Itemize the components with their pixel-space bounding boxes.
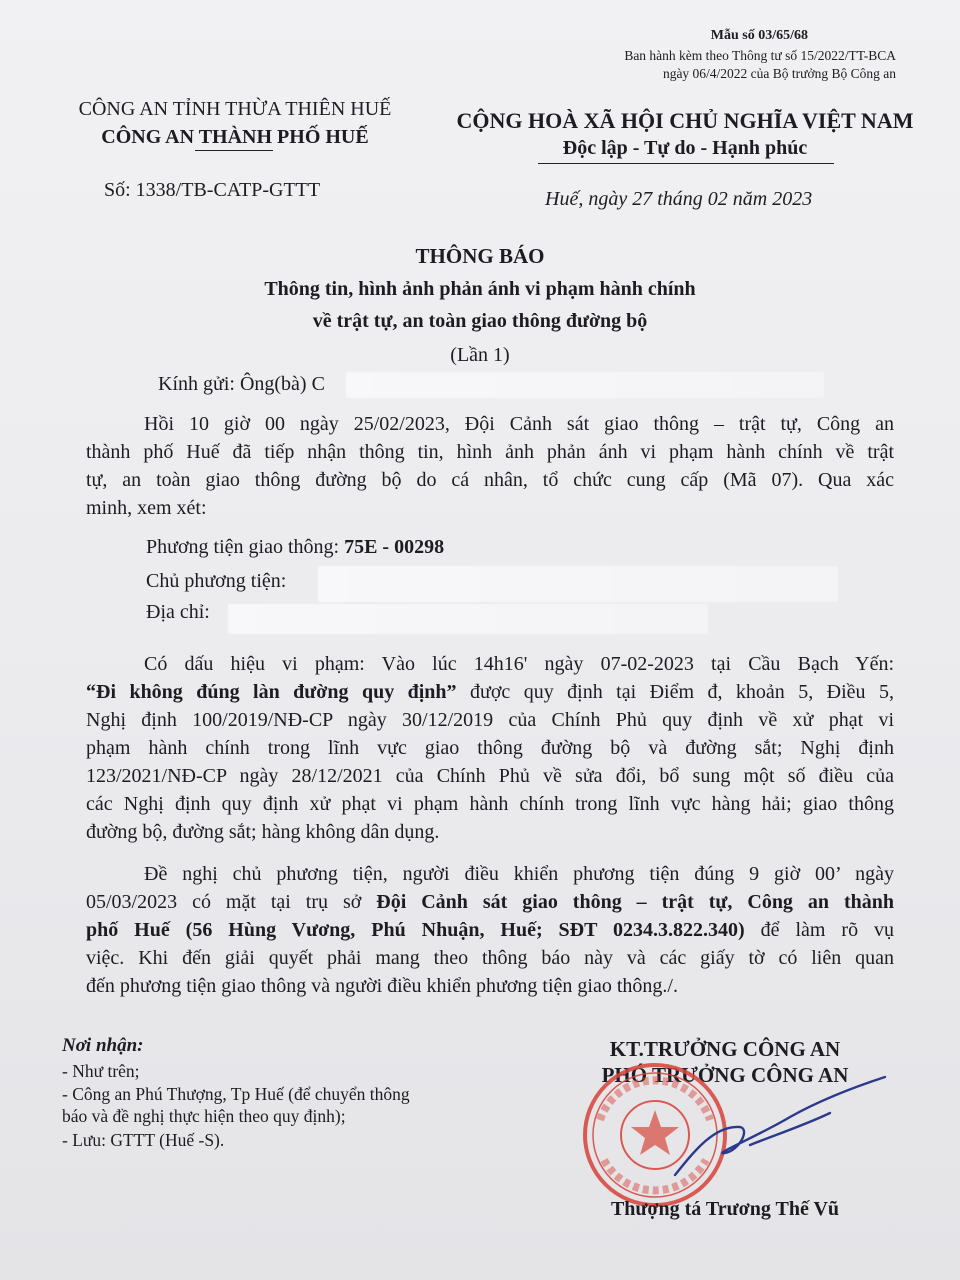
- paragraph-violation: [86, 650, 894, 846]
- vehicle-line: [146, 533, 444, 561]
- form-issued-line-1: Ban hành kèm theo Thông tư số 15/2022/TT-BCA: [624, 48, 896, 63]
- agency-underline: [195, 150, 273, 151]
- owner-label: Chủ phương tiện:: [146, 570, 287, 592]
- notice-count: (Lần 1): [450, 344, 510, 366]
- form-number: Mẫu số 03/65/68: [710, 28, 808, 43]
- vehicle-plate: 75E - 00298: [344, 536, 445, 558]
- signature-title-2: PHÓ TRƯỞNG CÔNG AN: [601, 1063, 849, 1087]
- document-subtitle-2: về trật tự, an toàn giao thông đường bộ: [312, 310, 648, 332]
- redacted-address: [228, 604, 708, 634]
- recipient-line: Kính gửi: Ông(bà) C: [158, 373, 325, 395]
- intro-line: tự, an toàn giao thông đường bộ do cá nhân, tổ chức cung cấp (Mã 07). Qua xác: [86, 469, 894, 491]
- request-line: 05/03/2023 có mặt tại trụ sở Đội Cảnh sát giao thông – trật tự, Công an thành: [86, 891, 894, 913]
- agency-name: CÔNG AN THÀNH PHỐ HUẾ: [101, 126, 369, 148]
- document-number: Số: 1338/TB-CATP-GTTT: [104, 179, 321, 201]
- recipients-item: báo và đề nghị thực hiện theo quy định);: [62, 1106, 346, 1126]
- violation-name: “Đi không đúng làn đường quy định”: [86, 681, 457, 703]
- recipients-title: Nơi nhận:: [62, 1035, 144, 1056]
- signature-title-1: KT.TRƯỞNG CÔNG AN: [609, 1037, 841, 1061]
- handwritten-signature-icon: [600, 1055, 910, 1205]
- agency-parent: CÔNG AN TỈNH THỪA THIÊN HUẾ: [78, 98, 392, 120]
- paragraph-request: [86, 860, 894, 1000]
- request-line: việc. Khi đến giải quyết phải mang theo thông báo này và các giấy tờ có liên quan: [86, 947, 894, 969]
- nation-title: CỘNG HOÀ XÃ HỘI CHỦ NGHĨA VIỆT NAM: [456, 108, 914, 133]
- address-label: Địa chỉ:: [146, 601, 210, 623]
- violation-line: Có dấu hiệu vi phạm: Vào lúc 14h16' ngày 07-02-2023 tại Cầu Bạch Yến:: [144, 653, 894, 675]
- redacted-recipient: [346, 372, 824, 398]
- office-name: Đội Cảnh sát giao thông – trật tự, Công an thành: [376, 891, 894, 913]
- violation-line: 123/2021/NĐ-CP ngày 28/12/2021 của Chính Phủ về sửa đổi, bổ sung một số điều của: [86, 765, 894, 787]
- document-subtitle-1: Thông tin, hình ảnh phản ánh vi phạm hành chính: [264, 278, 696, 300]
- violation-line: đường bộ, đường sắt; hàng không dân dụng.: [86, 821, 440, 843]
- intro-line: Hồi 10 giờ 00 ngày 25/02/2023, Đội Cảnh sát giao thông – trật tự, Công an: [144, 413, 894, 435]
- form-issued-line-2: ngày 06/4/2022 của Bộ trưởng Bộ Công an: [662, 66, 896, 81]
- vehicle-label: Phương tiện giao thông:: [146, 536, 345, 558]
- request-line: phố Huế (56 Hùng Vương, Phú Nhuận, Huế; SĐT 0234.3.822.340) để làm rõ vụ: [86, 919, 895, 941]
- violation-line: “Đi không đúng làn đường quy định” được quy định tại Điểm đ, khoản 5, Điều 5,: [86, 681, 894, 703]
- redacted-owner: [318, 566, 838, 602]
- violation-line: phạm hành chính trong lĩnh vực giao thông đường bộ và đường sắt; Nghị định: [86, 737, 894, 759]
- request-line: đến phương tiện giao thông và người điều khiển phương tiện giao thông./.: [86, 975, 678, 997]
- document-date: Huế, ngày 27 tháng 02 năm 2023: [545, 188, 813, 210]
- violation-line: Nghị định 100/2019/NĐ-CP ngày 30/12/2019 của Chính Phủ quy định về xử phạt vi: [86, 709, 894, 731]
- office-address: phố Huế (56 Hùng Vương, Phú Nhuận, Huế; SĐT 0234.3.822.340): [86, 919, 745, 941]
- recipients-item: - Công an Phú Thượng, Tp Huế (để chuyển thông: [62, 1084, 410, 1104]
- motto-underline: [538, 163, 834, 164]
- violation-line: các Nghị định quy định xử phạt vi phạm hành chính trong lĩnh vực hàng hải; giao thông: [86, 793, 894, 815]
- intro-line: minh, xem xét:: [86, 497, 207, 519]
- recipients-item: - Như trên;: [62, 1061, 140, 1081]
- paragraph-intro: [86, 410, 894, 522]
- document-title: THÔNG BÁO: [415, 244, 545, 268]
- intro-line: thành phố Huế đã tiếp nhận thông tin, hình ảnh phản ánh vi phạm hành chính về trật: [86, 441, 894, 463]
- motto: Độc lập - Tự do - Hạnh phúc: [562, 137, 808, 159]
- recipients-item: - Lưu: GTTT (Huế -S).: [62, 1130, 225, 1150]
- signer-name: Thượng tá Trương Thế Vũ: [610, 1198, 840, 1220]
- request-line: Đề nghị chủ phương tiện, người điều khiển phương tiện đúng 9 giờ 00’ ngày: [144, 863, 894, 885]
